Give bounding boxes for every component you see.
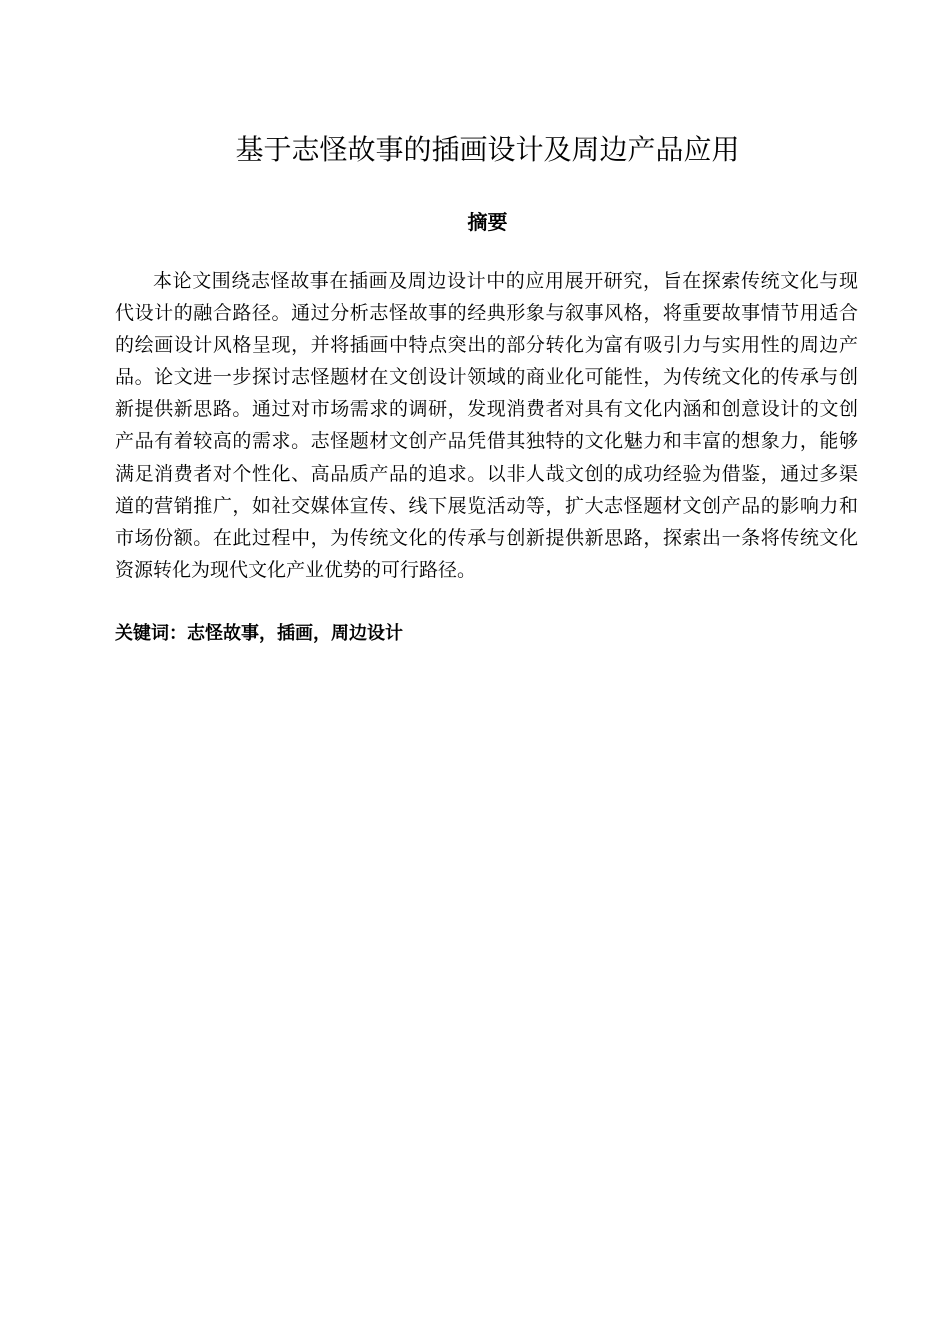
keywords: 关键词：志怪故事，插画，周边设计: [115, 623, 403, 644]
abstract-heading: 摘要: [467, 210, 508, 234]
abstract-line: 道的营销推广，如社交媒体宣传、线下展览活动等，扩大志怪题材文创产品的影响力和: [115, 494, 858, 517]
abstract-line: 代设计的融合路径。通过分析志怪故事的经典形象与叙事风格，将重要故事情节用适合: [115, 302, 858, 325]
abstract-line: 产品有着较高的需求。志怪题材文创产品凭借其独特的文化魅力和丰富的想象力，能够: [115, 430, 858, 453]
abstract-line: 的绘画设计风格呈现，并将插画中特点突出的部分转化为富有吸引力与实用性的周边产: [115, 334, 858, 357]
abstract-body: [115, 265, 858, 586]
abstract-line: 满足消费者对个性化、高品质产品的追求。以非人哉文创的成功经验为借鉴，通过多渠: [115, 462, 858, 485]
abstract-line: 品。论文进一步探讨志怪题材在文创设计领域的商业化可能性，为传统文化的传承与创: [115, 366, 858, 389]
document-title: 基于志怪故事的插画设计及周边产品应用: [235, 133, 740, 166]
abstract-line: 新提供新思路。通过对市场需求的调研，发现消费者对具有文化内涵和创意设计的文创: [115, 398, 858, 421]
abstract-line: 资源转化为现代文化产业优势的可行路径。: [115, 558, 477, 581]
abstract-line: 市场份额。在此过程中，为传统文化的传承与创新提供新思路，探索出一条将传统文化: [115, 526, 858, 549]
abstract-line: 本论文围绕志怪故事在插画及周边设计中的应用展开研究，旨在探索传统文化与现: [153, 270, 858, 292]
